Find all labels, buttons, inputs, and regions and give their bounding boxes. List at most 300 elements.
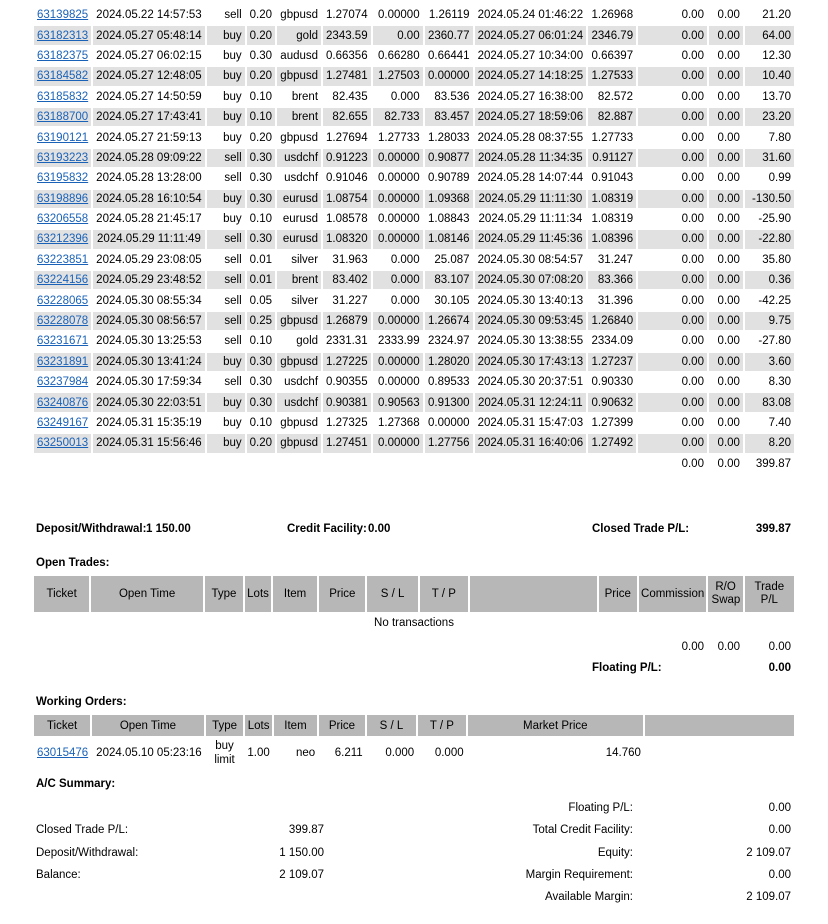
closed-trade-row xyxy=(34,393,794,411)
wo-col-type: Type xyxy=(206,715,244,736)
ac-available-margin-value: 2 109.07 xyxy=(746,891,791,903)
commission: 0.00 xyxy=(681,172,704,185)
lots: 0.25 xyxy=(247,312,275,330)
ticket-link[interactable]: 63224156 xyxy=(37,274,89,287)
item: gbpusd xyxy=(280,131,319,144)
profit: 0.99 xyxy=(768,172,791,185)
close-time: 2024.05.30 13:40:13 xyxy=(477,294,584,307)
sl: 0.00000 xyxy=(373,353,423,371)
ticket-link[interactable]: 63228065 xyxy=(37,294,89,307)
open-total-pl: 0.00 xyxy=(768,641,791,653)
tp: 1.26674 xyxy=(425,312,473,330)
price: 1.08320 xyxy=(323,230,371,248)
swap: 0.00 xyxy=(717,9,740,22)
price: 0.91046 xyxy=(326,172,368,185)
closed-trades-body xyxy=(34,6,794,453)
col-type: Type xyxy=(205,576,243,612)
item: gbpusd xyxy=(277,353,321,371)
type: buy xyxy=(223,49,242,62)
ticket-cell xyxy=(34,149,91,167)
sl: 82.733 xyxy=(373,108,423,126)
price: 31.227 xyxy=(332,294,368,307)
closed-totals-row xyxy=(34,455,794,473)
swap: 0.00 xyxy=(717,253,740,266)
working-order-tp: 0.000 xyxy=(434,747,464,759)
tp: 83.107 xyxy=(425,271,473,289)
commission: 0.00 xyxy=(681,417,704,429)
type: buy xyxy=(207,434,245,452)
close-price: 83.366 xyxy=(588,271,636,289)
tp: 0.00000 xyxy=(428,417,470,429)
open-time: 2024.05.27 14:50:59 xyxy=(96,90,202,103)
closed-trade-row xyxy=(34,190,794,208)
open-time: 2024.05.27 06:02:15 xyxy=(96,49,202,62)
tp: 1.09368 xyxy=(425,190,473,208)
profit: 9.75 xyxy=(745,312,794,330)
item: gold xyxy=(296,335,319,348)
type: buy xyxy=(223,131,242,144)
price: 31.963 xyxy=(332,253,368,266)
lots: 0.30 xyxy=(247,190,275,208)
lots: 0.10 xyxy=(249,90,273,103)
working-order-type xyxy=(206,736,244,770)
lots: 0.30 xyxy=(247,149,275,167)
type: buy xyxy=(207,393,245,411)
price: 0.90355 xyxy=(326,376,368,389)
ticket-link[interactable]: 63185832 xyxy=(37,90,89,103)
closed-trade-row xyxy=(34,210,794,228)
type: sell xyxy=(207,271,245,289)
tp: 83.457 xyxy=(425,108,473,126)
ticket-link[interactable]: 63249167 xyxy=(37,417,89,429)
swap: 0.00 xyxy=(717,335,740,348)
type: sell xyxy=(207,312,245,330)
open-total-swap: 0.00 xyxy=(717,641,740,653)
close-price: 0.66397 xyxy=(591,49,634,62)
wo-col-tp: T / P xyxy=(418,715,465,736)
commission: 0.00 xyxy=(638,271,707,289)
col-ro-swap-label: R/O Swap xyxy=(711,581,741,606)
closed-trade-row xyxy=(34,128,794,146)
close-time: 2024.05.27 06:01:24 xyxy=(475,26,587,44)
col-open-time: Open Time xyxy=(91,576,203,612)
swap: 0.00 xyxy=(709,312,743,330)
ticket-link[interactable]: 63231671 xyxy=(37,335,89,348)
ticket-link[interactable]: 63231891 xyxy=(37,355,89,368)
ac-deposit-value: 1 150.00 xyxy=(279,847,324,859)
profit: 83.08 xyxy=(745,393,794,411)
close-time: 2024.05.27 10:34:00 xyxy=(477,49,584,62)
swap: 0.00 xyxy=(717,90,740,103)
tp: 1.08146 xyxy=(425,230,473,248)
ac-equity-label: Equity: xyxy=(597,847,633,859)
lots: 0.10 xyxy=(249,335,273,348)
ticket-cell xyxy=(34,393,91,411)
type: buy xyxy=(207,353,245,371)
swap: 0.00 xyxy=(717,172,740,185)
open-time: 2024.05.28 16:10:54 xyxy=(93,190,205,208)
item: brent xyxy=(277,271,321,289)
item: usdchf xyxy=(277,149,321,167)
item: brent xyxy=(277,108,321,126)
ticket-link[interactable]: 63237984 xyxy=(37,376,89,389)
closed-total-commission: 0.00 xyxy=(681,457,704,470)
item: audusd xyxy=(280,49,319,62)
ac-floating-pl-label: Floating P/L: xyxy=(568,802,633,814)
close-price: 1.08319 xyxy=(591,213,634,226)
lots: 0.30 xyxy=(249,49,273,62)
wo-col-item: Item xyxy=(274,715,317,736)
profit: -130.50 xyxy=(745,190,794,208)
swap: 0.00 xyxy=(709,434,743,452)
ticket-cell xyxy=(34,271,91,289)
type: buy xyxy=(207,67,245,85)
ticket-cell xyxy=(34,169,91,187)
profit: 12.30 xyxy=(762,49,791,62)
commission: 0.00 xyxy=(681,376,704,389)
commission: 0.00 xyxy=(638,393,707,411)
swap: 0.00 xyxy=(717,376,740,389)
type: sell xyxy=(207,149,245,167)
ticket-link[interactable]: 63198896 xyxy=(37,192,89,205)
price: 1.27325 xyxy=(326,417,368,429)
ticket-cell xyxy=(34,26,91,44)
ticket-cell xyxy=(34,128,91,146)
item: usdchf xyxy=(284,376,319,389)
commission: 0.00 xyxy=(638,190,707,208)
profit: 13.70 xyxy=(762,90,791,103)
swap: 0.00 xyxy=(709,149,743,167)
ac-summary-title: A/C Summary: xyxy=(36,778,116,790)
open-trades-header xyxy=(34,576,794,612)
close-time: 2024.05.27 18:59:06 xyxy=(475,108,587,126)
open-time: 2024.05.29 11:11:49 xyxy=(93,230,205,248)
col-tp: T / P xyxy=(420,576,468,612)
price: 1.27694 xyxy=(326,131,368,144)
ticket-cell xyxy=(34,434,91,452)
profit: 3.60 xyxy=(745,353,794,371)
closed-trade-row xyxy=(34,47,794,65)
profit: 8.30 xyxy=(768,376,791,389)
ticket-link[interactable]: 63190121 xyxy=(37,131,89,144)
working-order-sl: 0.000 xyxy=(385,747,415,759)
ac-balance-label: Balance: xyxy=(36,869,81,881)
sl: 2333.99 xyxy=(378,335,420,348)
price: 1.27481 xyxy=(323,67,371,85)
close-price: 1.27733 xyxy=(591,131,634,144)
tp: 1.28033 xyxy=(428,131,470,144)
profit: -27.80 xyxy=(758,335,791,348)
tp: 83.536 xyxy=(434,90,470,103)
sl: 0.000 xyxy=(390,90,420,103)
item: silver xyxy=(291,294,319,307)
open-time: 2024.05.22 14:57:53 xyxy=(96,9,202,22)
sl: 1.27503 xyxy=(373,67,423,85)
swap: 0.00 xyxy=(709,271,743,289)
open-time: 2024.05.29 23:48:52 xyxy=(93,271,205,289)
ticket-cell xyxy=(34,6,91,24)
price: 1.27074 xyxy=(326,9,368,22)
item: eurusd xyxy=(277,190,321,208)
price: 1.26879 xyxy=(323,312,371,330)
sl: 0.00000 xyxy=(373,190,423,208)
swap: 0.00 xyxy=(709,393,743,411)
open-total-commission: 0.00 xyxy=(681,641,704,653)
floating-pl-value: 0.00 xyxy=(768,662,791,674)
swap: 0.00 xyxy=(709,190,743,208)
lots: 0.30 xyxy=(247,230,275,248)
price: 1.08754 xyxy=(323,190,371,208)
ticket-link[interactable]: 63182313 xyxy=(37,29,89,42)
working-order-market-price: 14.760 xyxy=(605,747,641,759)
sl: 0.000 xyxy=(390,294,420,307)
price: 2331.31 xyxy=(326,335,368,348)
sl: 1.27368 xyxy=(378,417,420,429)
open-time: 2024.05.28 13:28:00 xyxy=(96,172,202,185)
close-time: 2024.05.27 16:38:00 xyxy=(477,90,584,103)
ticket-link[interactable]: 63195832 xyxy=(37,172,89,185)
ticket-cell xyxy=(34,373,91,391)
wo-col-lots: Lots xyxy=(245,715,271,736)
close-price: 1.27533 xyxy=(588,67,636,85)
close-time: 2024.05.30 07:08:20 xyxy=(475,271,587,289)
close-time: 2024.05.31 12:24:11 xyxy=(475,393,587,411)
lots: 0.20 xyxy=(247,26,275,44)
wo-col-price: Price xyxy=(319,715,365,736)
lots: 0.30 xyxy=(247,393,275,411)
profit: 23.20 xyxy=(745,108,794,126)
profit: 8.20 xyxy=(745,434,794,452)
close-price: 1.26968 xyxy=(591,9,634,22)
col-item: Item xyxy=(273,576,317,612)
lots: 0.30 xyxy=(249,376,273,389)
ticket-link[interactable]: 63240876 xyxy=(37,396,89,409)
working-order-lots: 1.00 xyxy=(247,747,270,759)
type: buy xyxy=(207,26,245,44)
close-time: 2024.05.29 11:11:34 xyxy=(478,213,583,226)
type: sell xyxy=(224,9,242,22)
item: gbpusd xyxy=(280,417,319,429)
ticket-cell xyxy=(34,67,91,85)
ac-closed-pl-label: Closed Trade P/L: xyxy=(36,824,129,836)
tp: 30.105 xyxy=(434,294,470,307)
close-time: 2024.05.31 15:47:03 xyxy=(477,417,584,429)
commission: 0.00 xyxy=(638,434,707,452)
type: sell xyxy=(207,230,245,248)
ticket-link[interactable]: 63206558 xyxy=(37,213,89,226)
open-time: 2024.05.31 15:56:46 xyxy=(93,434,205,452)
closed-trade-row xyxy=(34,67,794,85)
open-time: 2024.05.30 08:55:34 xyxy=(96,294,202,307)
sl: 0.00000 xyxy=(378,9,420,22)
commission: 0.00 xyxy=(638,312,707,330)
closed-trade-row xyxy=(34,6,794,24)
wo-col-ticket: Ticket xyxy=(34,715,90,736)
close-price: 82.572 xyxy=(597,90,634,103)
close-price: 0.90330 xyxy=(591,376,634,389)
ac-closed-pl-value: 399.87 xyxy=(288,824,324,836)
profit: 31.60 xyxy=(745,149,794,167)
ticket-link[interactable]: 63223851 xyxy=(37,253,89,266)
sl: 0.00 xyxy=(373,26,423,44)
swap: 0.00 xyxy=(717,417,740,429)
item: usdchf xyxy=(284,172,319,185)
profit: 0.36 xyxy=(745,271,794,289)
ticket-cell xyxy=(34,190,91,208)
close-time: 2024.05.29 11:11:30 xyxy=(475,190,587,208)
open-time: 2024.05.30 13:41:24 xyxy=(93,353,205,371)
sl: 0.00000 xyxy=(373,312,423,330)
commission: 0.00 xyxy=(638,353,707,371)
wo-col-sl: S / L xyxy=(367,715,416,736)
closed-trade-row xyxy=(34,88,794,106)
ticket-link[interactable]: 63212396 xyxy=(37,233,89,246)
type: sell xyxy=(224,335,242,348)
closed-pl-label: Closed Trade P/L: xyxy=(592,523,690,535)
swap: 0.00 xyxy=(709,108,743,126)
ticket-link[interactable]: 63182375 xyxy=(37,49,89,62)
ticket-link[interactable]: 63193223 xyxy=(37,151,89,164)
ticket-link[interactable]: 63139825 xyxy=(37,9,89,22)
type: sell xyxy=(224,376,242,389)
sl: 0.00000 xyxy=(378,213,420,226)
sl: 0.90563 xyxy=(373,393,423,411)
open-time: 2024.05.30 08:56:57 xyxy=(93,312,205,330)
close-price: 1.08396 xyxy=(588,230,636,248)
tp: 2324.97 xyxy=(428,335,470,348)
price: 1.27225 xyxy=(323,353,371,371)
no-transactions-text: No transactions xyxy=(374,617,454,629)
swap: 0.00 xyxy=(717,49,740,62)
profit: 7.40 xyxy=(768,417,791,429)
open-time: 2024.05.27 17:43:41 xyxy=(93,108,205,126)
commission: 0.00 xyxy=(681,131,704,144)
swap: 0.00 xyxy=(709,67,743,85)
lots: 0.10 xyxy=(249,213,273,226)
close-time: 2024.05.29 11:45:36 xyxy=(475,230,587,248)
wo-col-blank xyxy=(645,715,794,736)
lots: 0.30 xyxy=(249,172,273,185)
working-orders-table xyxy=(32,715,796,770)
lots: 0.10 xyxy=(249,417,273,429)
item: silver xyxy=(291,253,319,266)
open-time: 2024.05.27 12:48:05 xyxy=(93,67,205,85)
open-time: 2024.05.28 09:09:22 xyxy=(93,149,205,167)
working-order-ticket-link[interactable]: 63015476 xyxy=(37,747,89,759)
closed-trade-row xyxy=(34,414,794,432)
working-order-open-time: 2024.05.10 05:23:16 xyxy=(96,747,202,759)
ticket-cell xyxy=(34,47,91,65)
closed-trades-table xyxy=(32,4,796,475)
closed-trade-row xyxy=(34,353,794,371)
ticket-cell xyxy=(34,414,91,432)
lots: 0.20 xyxy=(249,131,273,144)
close-price: 2334.09 xyxy=(591,335,634,348)
ac-floating-pl-value: 0.00 xyxy=(768,802,791,814)
credit-facility-label: Credit Facility: xyxy=(287,523,367,535)
commission: 0.00 xyxy=(681,49,704,62)
item: brent xyxy=(291,90,319,103)
closed-trade-row xyxy=(34,230,794,248)
ticket-link[interactable]: 63250013 xyxy=(37,437,89,450)
swap: 0.00 xyxy=(717,213,740,226)
profit: -42.25 xyxy=(758,294,791,307)
swap: 0.00 xyxy=(709,353,743,371)
type: buy xyxy=(207,190,245,208)
tp: 1.08843 xyxy=(428,213,470,226)
commission: 0.00 xyxy=(638,149,707,167)
close-time: 2024.05.30 08:54:57 xyxy=(477,253,584,266)
close-time: 2024.05.30 13:38:55 xyxy=(477,335,584,348)
profit: 64.00 xyxy=(745,26,794,44)
ticket-link[interactable]: 63228078 xyxy=(37,315,89,328)
deposit-value: 1 150.00 xyxy=(146,523,191,535)
type: buy xyxy=(223,90,242,103)
close-time: 2024.05.30 09:53:45 xyxy=(475,312,587,330)
type: sell xyxy=(224,294,242,307)
price: 2343.59 xyxy=(323,26,371,44)
credit-facility-value: 0.00 xyxy=(368,523,391,535)
ticket-link[interactable]: 63188700 xyxy=(37,111,89,124)
col-sl: S / L xyxy=(367,576,417,612)
closed-total-pl: 399.87 xyxy=(755,457,791,470)
lots: 0.10 xyxy=(247,108,275,126)
type: buy xyxy=(223,417,242,429)
ticket-link[interactable]: 63184582 xyxy=(37,70,89,83)
close-price: 0.91127 xyxy=(588,149,636,167)
open-time: 2024.05.27 21:59:13 xyxy=(96,131,202,144)
commission: 0.00 xyxy=(681,213,704,226)
commission: 0.00 xyxy=(638,67,707,85)
closed-total-swap: 0.00 xyxy=(717,457,740,470)
wo-col-market-price: Market Price xyxy=(468,715,643,736)
open-time: 2024.05.28 21:45:17 xyxy=(96,213,202,226)
open-trades-title: Open Trades: xyxy=(36,557,110,569)
close-price: 1.26840 xyxy=(588,312,636,330)
price: 1.08578 xyxy=(326,213,368,226)
profit: -25.90 xyxy=(758,213,791,226)
working-orders-header xyxy=(34,715,794,736)
close-time: 2024.05.24 01:46:22 xyxy=(477,9,584,22)
commission: 0.00 xyxy=(681,9,704,22)
ticket-cell xyxy=(34,88,91,106)
type: buy xyxy=(207,108,245,126)
close-time: 2024.05.30 17:43:13 xyxy=(475,353,587,371)
close-price: 1.08319 xyxy=(588,190,636,208)
price: 82.655 xyxy=(323,108,371,126)
closed-pl-value: 399.87 xyxy=(755,523,791,535)
sl: 0.00000 xyxy=(373,149,423,167)
tp: 0.90877 xyxy=(425,149,473,167)
closed-trade-row xyxy=(34,271,794,289)
commission: 0.00 xyxy=(681,335,704,348)
open-time: 2024.05.27 05:48:14 xyxy=(93,26,205,44)
close-time: 2024.05.27 14:18:25 xyxy=(475,67,587,85)
close-price: 31.247 xyxy=(597,253,634,266)
lots: 0.01 xyxy=(249,253,273,266)
working-orders-title: Working Orders: xyxy=(36,696,127,708)
closed-trade-row xyxy=(34,26,794,44)
close-time: 2024.05.28 08:37:55 xyxy=(477,131,584,144)
ac-margin-requirement-label: Margin Requirement: xyxy=(525,869,633,881)
tp: 1.28020 xyxy=(425,353,473,371)
close-price: 31.396 xyxy=(597,294,634,307)
close-time: 2024.05.30 20:37:51 xyxy=(477,376,584,389)
price: 0.66356 xyxy=(326,49,368,62)
commission: 0.00 xyxy=(638,108,707,126)
closed-trade-row xyxy=(34,291,794,309)
type: sell xyxy=(224,253,242,266)
